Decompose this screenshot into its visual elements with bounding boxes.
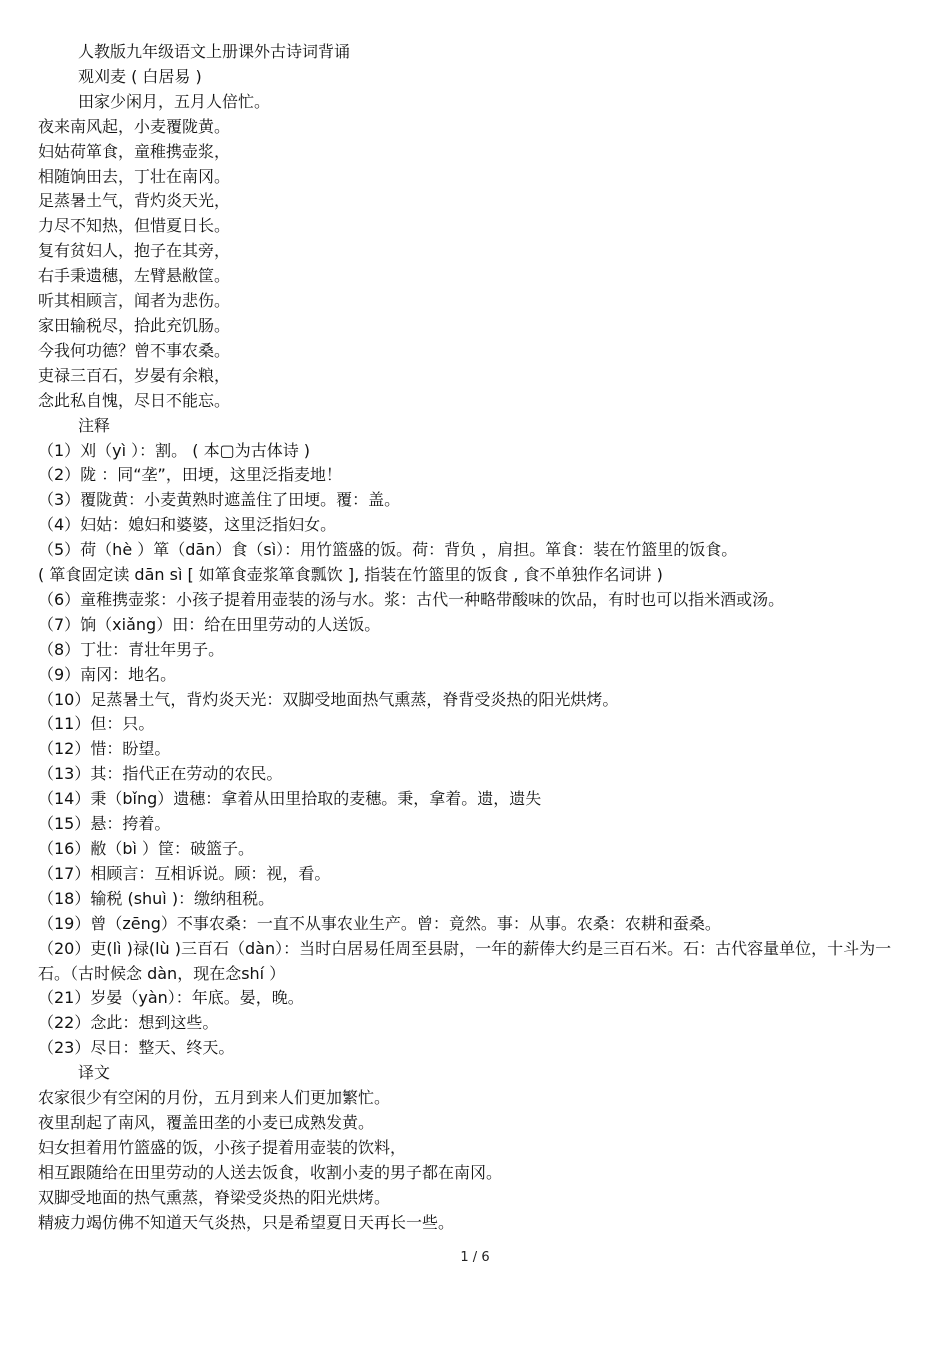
poem-line: 足蒸暑土气，背灼炎天光， bbox=[38, 191, 231, 211]
note-item: （17）相顾言：互相诉说。顾：视，看。 bbox=[38, 863, 331, 883]
document-body bbox=[38, 40, 918, 1236]
note-item: （6）童稚携壶浆：小孩子提着用壶装的汤与水。浆：古代一种略带酸味的饮品，有时也可以指米酒或汤。 bbox=[38, 589, 785, 609]
note-item: （10）足蒸暑土气，背灼炎天光：双脚受地面热气熏蒸，脊背受炎热的阳光烘烤。 bbox=[38, 689, 619, 709]
note-item: （5）荷（hè ）箪（dān）食（sì）：用竹篮盛的饭。荷：背负 ，肩担。箪食：装在竹篮里的饭食。 bbox=[38, 540, 738, 560]
translation-block bbox=[38, 1086, 918, 1235]
translation-line: 妇女担着用竹篮盛的饭，小孩子提着用壶装的饮料， bbox=[38, 1137, 407, 1157]
note-item: （2）陇 ：同“垄”，田埂，这里泛指麦地！ bbox=[38, 465, 342, 485]
note-item: （3）覆陇黄：小麦黄熟时遮盖住了田埂。覆：盖。 bbox=[38, 490, 401, 510]
note-item: （14）秉（bǐng）遗穗：拿着从田里拾取的麦穗。秉，拿着。遗，遗失 bbox=[38, 789, 542, 809]
poem-line: 夜来南风起，小麦覆陇黄。 bbox=[38, 116, 231, 136]
note-item: （8）丁壮：青壮年男子。 bbox=[38, 639, 225, 659]
note-item: （18）输税 (shuì )：缴纳租税。 bbox=[38, 888, 275, 908]
note-item: （20）吏(lì )禄(lù )三百石（dàn）：当时白居易任周至县尉，一年的薪俸大约是三百石米。石：古代容量单位，十斗为一石。（古时候念 dàn，现在念shí ） bbox=[38, 938, 892, 983]
poem-line: 念此私自愧，尽日不能忘。 bbox=[38, 390, 231, 410]
translation-line: 双脚受地面的热气熏蒸，脊梁受炎热的阳光烘烤。 bbox=[38, 1187, 391, 1207]
poem-line: 听其相顾言，闻者为悲伤。 bbox=[38, 291, 231, 311]
poem-line: 今我何功德？曾不事农桑。 bbox=[38, 340, 231, 360]
poem-line: 力尽不知热，但惜夏日长。 bbox=[38, 216, 231, 236]
note-item: （19）曾（zēng）不事农桑：一直不从事农业生产。曾：竟然。事：从事。农桑：农耕和蚕桑。 bbox=[38, 913, 721, 933]
notes-list bbox=[38, 439, 918, 1062]
note-item: （9）南冈：地名。 bbox=[38, 664, 177, 684]
translation-line: 农家很少有空闲的月份，五月到来人们更加繁忙。 bbox=[38, 1088, 391, 1108]
page-title: 人教版九年级语文上册课外古诗词背诵 bbox=[78, 42, 351, 61]
translation-heading: 译文 bbox=[78, 1063, 111, 1083]
note-item: （7）饷（xiǎng）田：给在田里劳动的人送饭。 bbox=[38, 614, 381, 634]
note-item: （4）妇姑：媳妇和婆婆，这里泛指妇女。 bbox=[38, 515, 337, 535]
note-item: （12）惜：盼望。 bbox=[38, 739, 171, 759]
poem-line: 妇姑荷箪食，童稚携壶浆， bbox=[38, 141, 231, 161]
translation-line: 夜里刮起了南风，覆盖田垄的小麦已成熟发黄。 bbox=[38, 1112, 375, 1132]
poem-line: 吏禄三百石，岁晏有余粮， bbox=[38, 365, 231, 385]
poem-line: 田家少闲月，五月人倍忙。 bbox=[78, 91, 271, 111]
translation-line: 精疲力竭仿佛不知道天气炎热，只是希望夏日天再长一些。 bbox=[38, 1212, 455, 1232]
poem-line: 复有贫妇人，抱子在其旁， bbox=[38, 241, 231, 261]
note-item: （22）念此：想到这些。 bbox=[38, 1013, 219, 1033]
note-item: （13）其：指代正在劳动的农民。 bbox=[38, 764, 283, 784]
translation-line: 相互跟随给在田里劳动的人送去饭食，收割小麦的男子都在南冈。 bbox=[38, 1162, 503, 1182]
note-item: （15）悬：挎着。 bbox=[38, 814, 171, 834]
note-item: （1）刈（yì ）：割。 ( 本▢为古体诗 ) bbox=[38, 440, 311, 460]
note-item: （23）尽日：整天、终天。 bbox=[38, 1038, 235, 1058]
poem-title: 观刈麦 ( 白居易 ) bbox=[78, 66, 202, 86]
note-item: （11）但：只。 bbox=[38, 714, 155, 734]
page-number: 1 / 6 bbox=[460, 1250, 490, 1265]
poem-block bbox=[38, 90, 918, 414]
notes-heading: 注释 bbox=[78, 415, 111, 435]
poem-line: 相随饷田去，丁壮在南冈。 bbox=[38, 166, 231, 186]
poem-line: 右手秉遗穗，左臂悬敝筐。 bbox=[38, 266, 231, 286]
poem-line: 家田输税尽，拾此充饥肠。 bbox=[38, 315, 231, 335]
note-item: （21）岁晏（yàn）：年底。晏，晚。 bbox=[38, 988, 304, 1008]
note-item: ( 箪食固定读 dān sì [ 如箪食壶浆箪食瓢饮 ], 指装在竹篮里的饭食 , 食不单独作名词讲 ) bbox=[38, 565, 663, 585]
note-item: （16）敝（bì ）筐：破篮子。 bbox=[38, 839, 255, 858]
